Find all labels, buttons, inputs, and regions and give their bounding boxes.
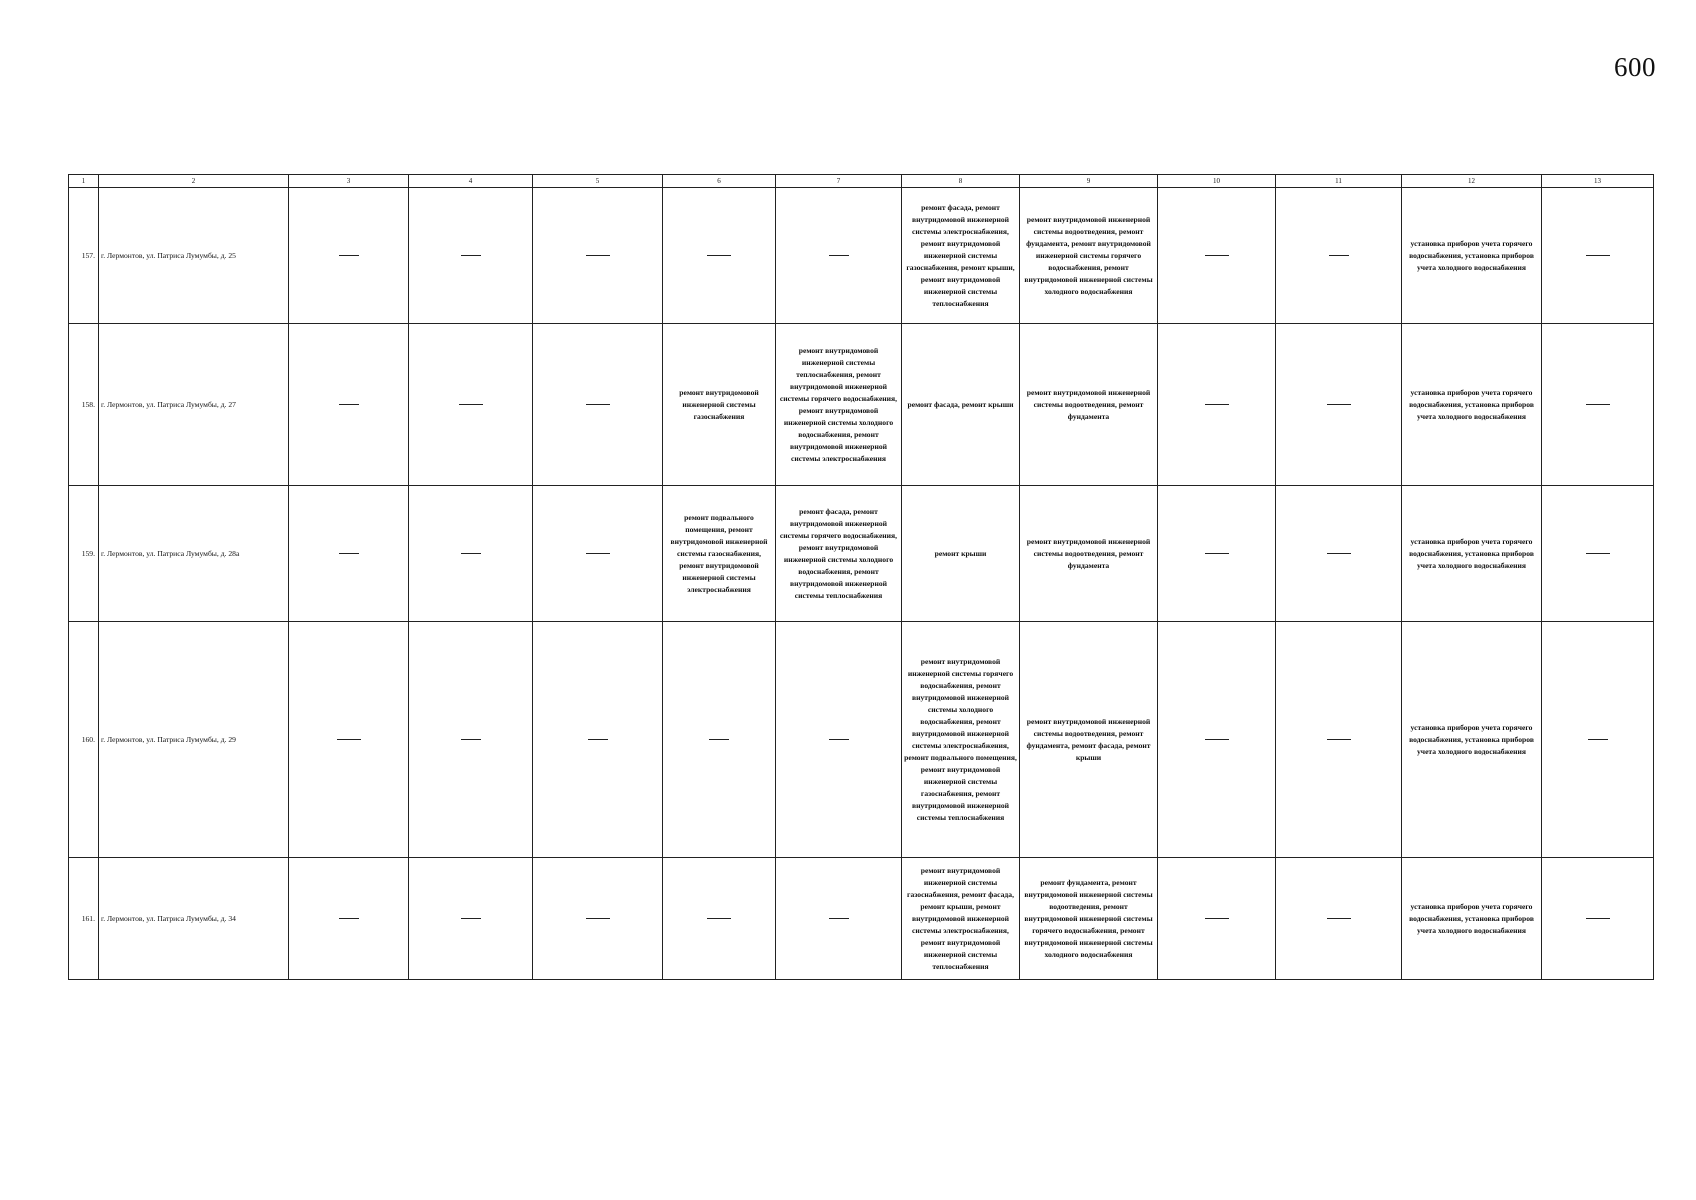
work-list-cell: ремонт внутридомовой инженерной системы теплоснабжения, ремонт внутридомовой инженерной системы горячего водоснабжения, ремонт внутридомовой инженерной системы холодного водоснабжения, ремонт внутридомовой инженерной системы электроснабжения [776,324,902,486]
work-list-cell: ремонт фасада, ремонт внутридомовой инженерной системы электроснабжения, ремонт внутридомовой инженерной системы газоснабжения, ремонт крыши, ремонт внутридомовой инженерной системы теплоснабжения [902,188,1020,324]
work-list-cell: ремонт внутридомовой инженерной системы водоотведения, ремонт фундамента, ремонт фасада, ремонт крыши [1020,622,1158,858]
empty-dash-cell [289,486,409,622]
dash-mark [1205,739,1229,740]
table-row [69,188,1654,324]
address-cell: г. Лермонтов, ул. Патриса Лумумбы, д. 25 [99,188,289,324]
row-number: 157. [69,188,99,324]
work-list-cell: ремонт фасада, ремонт крыши [902,324,1020,486]
column-header: 9 [1020,175,1158,188]
column-number-header-row [69,175,1654,188]
work-list-cell: ремонт внутридомовой инженерной системы газоснабжения, ремонт фасада, ремонт крыши, ремонт внутридомовой инженерной системы электроснабжения, ремонт внутридомовой инженерной системы теплоснабжения [902,858,1020,980]
empty-dash-cell [1542,858,1654,980]
dash-mark [1327,739,1351,740]
work-list-cell: ремонт фасада, ремонт внутридомовой инженерной системы горячего водоснабжения, ремонт внутридомовой инженерной системы холодного водоснабжения, ремонт внутридомовой инженерной системы теплоснабжения [776,486,902,622]
work-list-cell: ремонт фундамента, ремонт внутридомовой инженерной системы водоотведения, ремонт внутридомовой инженерной системы горячего водоснабжения, ремонт внутридомовой инженерной системы холодного водоснабжения [1020,858,1158,980]
meter-install-cell: установка приборов учета горячего водоснабжения, установка приборов учета холодного водоснабжения [1402,858,1542,980]
dash-mark [1586,918,1610,919]
column-header: 6 [663,175,776,188]
meter-install-cell: установка приборов учета горячего водоснабжения, установка приборов учета холодного водоснабжения [1402,622,1542,858]
table-row [69,486,1654,622]
column-header: 1 [69,175,99,188]
row-number: 159. [69,486,99,622]
empty-dash-cell [1158,188,1276,324]
work-list-cell: ремонт внутридомовой инженерной системы водоотведения, ремонт фундамента [1020,486,1158,622]
address-cell: г. Лермонтов, ул. Патриса Лумумбы, д. 34 [99,858,289,980]
column-header: 7 [776,175,902,188]
work-list-cell: ремонт внутридомовой инженерной системы водоотведения, ремонт фундамента [1020,324,1158,486]
table-row [69,324,1654,486]
column-header: 5 [533,175,663,188]
empty-dash-cell [409,858,533,980]
empty-dash-cell [1542,188,1654,324]
meter-install-cell: установка приборов учета горячего водоснабжения, установка приборов учета холодного водоснабжения [1402,188,1542,324]
empty-dash-cell [776,858,902,980]
empty-dash-cell [533,324,663,486]
dash-mark [829,739,849,740]
empty-dash-cell [1276,188,1402,324]
empty-dash-cell [776,622,902,858]
empty-dash-cell [409,622,533,858]
dash-mark [829,918,849,919]
dash-mark [461,739,481,740]
address-cell: г. Лермонтов, ул. Патриса Лумумбы, д. 28а [99,486,289,622]
dash-mark [707,918,731,919]
empty-dash-cell [663,858,776,980]
dash-mark [586,255,610,256]
empty-dash-cell [1158,324,1276,486]
dash-mark [461,918,481,919]
empty-dash-cell [409,188,533,324]
dash-mark [339,918,359,919]
address-cell: г. Лермонтов, ул. Патриса Лумумбы, д. 29 [99,622,289,858]
empty-dash-cell [533,622,663,858]
empty-dash-cell [1158,858,1276,980]
column-header: 4 [409,175,533,188]
page-number: 600 [1614,52,1656,82]
empty-dash-cell [1158,622,1276,858]
dash-mark [709,739,729,740]
column-header: 3 [289,175,409,188]
dash-mark [461,553,481,554]
column-header: 12 [1402,175,1542,188]
table-row [69,858,1654,980]
column-header: 10 [1158,175,1276,188]
empty-dash-cell [1542,324,1654,486]
empty-dash-cell [533,188,663,324]
dash-mark [459,404,483,405]
dash-mark [588,739,608,740]
empty-dash-cell [1276,858,1402,980]
dash-mark [1205,255,1229,256]
dash-mark [1327,553,1351,554]
dash-mark [1327,404,1351,405]
work-list-cell: ремонт внутридомовой инженерной системы горячего водоснабжения, ремонт внутридомовой инженерной системы холодного водоснабжения, ремонт внутридомовой инженерной системы электроснабжения, ремонт подвального помещения, ремонт внутридомовой инженерной системы газоснабжения, ремонт внутридомовой инженерной системы теплоснабжения [902,622,1020,858]
dash-mark [707,255,731,256]
dash-mark [461,255,481,256]
dash-mark [1586,255,1610,256]
empty-dash-cell [1542,622,1654,858]
dash-mark [1205,404,1229,405]
empty-dash-cell [289,324,409,486]
row-number: 160. [69,622,99,858]
dash-mark [586,918,610,919]
empty-dash-cell [289,858,409,980]
dash-mark [1588,739,1608,740]
empty-dash-cell [663,188,776,324]
capital-repair-table [68,174,1654,980]
empty-dash-cell [533,858,663,980]
dash-mark [339,553,359,554]
dash-mark [586,553,610,554]
dash-mark [1329,255,1349,256]
dash-mark [339,255,359,256]
empty-dash-cell [409,486,533,622]
dash-mark [1586,404,1610,405]
row-number: 158. [69,324,99,486]
dash-mark [829,255,849,256]
empty-dash-cell [1542,486,1654,622]
work-list-cell: ремонт крыши [902,486,1020,622]
dash-mark [586,404,610,405]
meter-install-cell: установка приборов учета горячего водоснабжения, установка приборов учета холодного водоснабжения [1402,324,1542,486]
column-header: 11 [1276,175,1402,188]
meter-install-cell: установка приборов учета горячего водоснабжения, установка приборов учета холодного водоснабжения [1402,486,1542,622]
dash-mark [1327,918,1351,919]
dash-mark [1586,553,1610,554]
empty-dash-cell [289,188,409,324]
address-cell: г. Лермонтов, ул. Патриса Лумумбы, д. 27 [99,324,289,486]
empty-dash-cell [1276,622,1402,858]
empty-dash-cell [776,188,902,324]
work-list-cell: ремонт внутридомовой инженерной системы водоотведения, ремонт фундамента, ремонт внутридомовой инженерной системы горячего водоснабжения, ремонт внутридомовой инженерной системы холодного водоснабжения [1020,188,1158,324]
empty-dash-cell [663,622,776,858]
empty-dash-cell [409,324,533,486]
empty-dash-cell [289,622,409,858]
dash-mark [1205,918,1229,919]
column-header: 13 [1542,175,1654,188]
dash-mark [339,404,359,405]
empty-dash-cell [1158,486,1276,622]
dash-mark [1205,553,1229,554]
empty-dash-cell [1276,486,1402,622]
empty-dash-cell [533,486,663,622]
work-list-cell: ремонт внутридомовой инженерной системы газоснабжения [663,324,776,486]
work-list-cell: ремонт подвального помещения, ремонт внутридомовой инженерной системы газоснабжения, ремонт внутридомовой инженерной системы электроснабжения [663,486,776,622]
empty-dash-cell [1276,324,1402,486]
row-number: 161. [69,858,99,980]
dash-mark [337,739,361,740]
column-header: 8 [902,175,1020,188]
table-row [69,622,1654,858]
column-header: 2 [99,175,289,188]
